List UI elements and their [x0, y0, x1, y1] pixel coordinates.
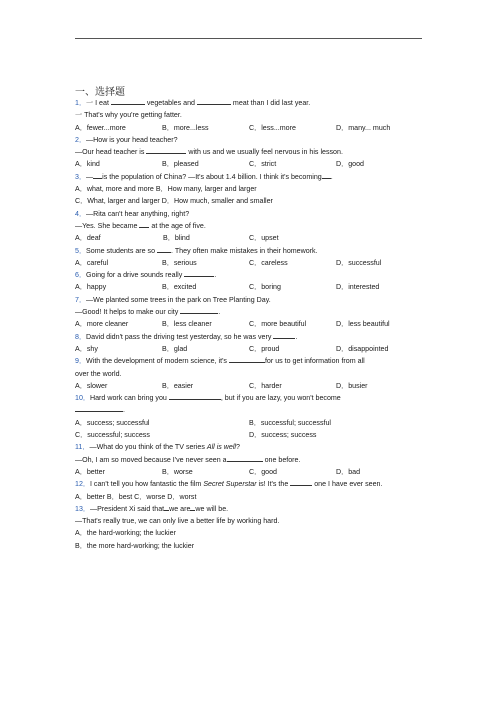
question-number: 10． — [75, 394, 90, 403]
question-13-response: —That's really true, we can only live a better life by working hard. — [75, 517, 280, 526]
answer-blank — [93, 171, 102, 179]
option-b[interactable]: B．blind — [163, 234, 190, 243]
question-9: 9．With the development of modern science, it's for us to get information from all — [75, 357, 365, 366]
question-number: 5． — [75, 246, 87, 255]
option-d[interactable]: D．success; success — [249, 431, 317, 440]
question-number: 9． — [75, 357, 87, 366]
option-a[interactable]: A．kind — [75, 160, 100, 169]
answer-blank — [197, 97, 231, 105]
header-rule — [75, 38, 422, 39]
option-a[interactable]: A．success; successful — [75, 418, 150, 427]
option-b[interactable]: B．worse — [162, 467, 193, 476]
option-d[interactable]: D．busier — [336, 381, 368, 390]
question-10: 10．Hard work can bring you , but if you are lazy, you won't become — [75, 394, 341, 403]
question-4-response: —Yes. She became at the age of five. — [75, 221, 206, 230]
question-8: 8．David didn't pass the driving test yesterday, so he was very . — [75, 332, 298, 341]
answer-blank — [75, 404, 123, 412]
option-b[interactable]: B．serious — [162, 258, 197, 267]
option-d[interactable]: D．successful — [336, 258, 382, 267]
question-2-response: —Our head teacher is with us and we usually feel nervous in his lesson. — [75, 148, 343, 157]
section-title: 一、选择题 — [75, 87, 125, 98]
question-4-options — [75, 232, 435, 244]
tv-series-title: All is well — [206, 443, 237, 452]
question-number: 1． — [75, 99, 87, 107]
question-2: 2．—How is your head teacher? — [75, 135, 178, 144]
answer-blank — [229, 355, 265, 363]
option-d[interactable]: D．interested — [336, 283, 380, 292]
option-d[interactable]: D．many... much — [336, 123, 391, 132]
answer-blank — [184, 269, 214, 277]
answer-blank — [146, 146, 186, 154]
option-c[interactable]: C．harder — [249, 381, 282, 390]
question-number: 11． — [75, 443, 90, 452]
question-13: 13．—President Xi said that we are we will be. — [75, 504, 229, 513]
option-c[interactable]: C．proud — [249, 344, 280, 353]
option-c[interactable]: C．more beautiful — [249, 320, 307, 329]
option-a[interactable]: A．happy — [75, 283, 107, 292]
answer-blank — [169, 392, 221, 400]
option-c[interactable]: C．less...more — [249, 123, 296, 132]
option-b[interactable]: B．successful; successful — [249, 418, 332, 427]
option-a[interactable]: A．deaf — [75, 234, 101, 243]
question-11-options — [75, 466, 435, 478]
question-number: 13． — [75, 504, 90, 513]
option-a[interactable]: A．slower — [75, 381, 108, 390]
option-b[interactable]: B．more...less — [162, 123, 209, 132]
question-1-response: 一 That's why you're getting fatter. — [75, 111, 182, 120]
answer-blank — [273, 331, 295, 339]
question-7: 7．—We planted some trees in the park on Tree Planting Day. — [75, 295, 271, 304]
answer-blank — [290, 478, 312, 486]
option-c[interactable]: C．careless — [249, 258, 288, 267]
question-number: 7． — [75, 295, 87, 304]
option-d[interactable]: D．disappointed — [336, 344, 389, 353]
option-c[interactable]: C．strict — [249, 160, 277, 169]
question-11: 11．—What do you think of the TV series All is well? — [75, 443, 240, 452]
question-3-option-ab[interactable]: A．what, more and more B．How many, larger and larger — [75, 185, 257, 194]
question-2-options — [75, 158, 435, 170]
question-3-option-cd[interactable]: C．What, larger and larger D．How much, smaller and smaller — [75, 197, 273, 206]
option-b[interactable]: B．excited — [162, 283, 197, 292]
option-c[interactable]: C．successful; success — [75, 431, 150, 440]
question-number: 3． — [75, 172, 87, 181]
question-7-response: —Good! It helps to make our city . — [75, 308, 221, 317]
question-5: 5．Some students are so . They often make mistakes in their homework. — [75, 246, 318, 255]
question-9-options — [75, 380, 435, 392]
question-9-continuation: over the world. — [75, 369, 122, 378]
option-b[interactable]: B．pleased — [162, 160, 199, 169]
question-1: 1．一 I eat vegetables and meat than I did last year. — [75, 99, 311, 107]
option-a[interactable]: A．better — [75, 467, 105, 476]
question-12-options[interactable]: A．better B．best C．worse D．worst — [75, 492, 197, 501]
option-c[interactable]: C．good — [249, 467, 277, 476]
option-d[interactable]: D．bad — [336, 467, 361, 476]
option-a[interactable]: A．careful — [75, 258, 109, 267]
answer-blank — [180, 306, 218, 314]
question-8-options — [75, 343, 435, 355]
question-10-continuation: . — [75, 404, 435, 416]
option-a[interactable]: A．fewer...more — [75, 123, 126, 132]
question-10-options-cd — [75, 429, 435, 441]
option-b[interactable]: B．glad — [162, 344, 188, 353]
answer-blank — [322, 171, 331, 179]
option-b[interactable]: B．less cleaner — [162, 320, 212, 329]
question-number: 12． — [75, 480, 90, 489]
question-3: 3．— is the population of China? —It's about 1.4 billion. I think it's becoming . — [75, 172, 333, 181]
option-d[interactable]: D．good — [336, 160, 364, 169]
question-1-options — [75, 122, 435, 134]
question-number: 8． — [75, 332, 87, 341]
question-6: 6．Going for a drive sounds really . — [75, 271, 217, 280]
question-13-option-b[interactable]: B．the more hard-working; the luckier — [75, 541, 195, 550]
question-7-options — [75, 318, 435, 330]
question-11-response: —Oh, I am so moved because I've never seen a one before. — [75, 455, 301, 464]
answer-blank — [227, 454, 263, 462]
option-b[interactable]: B．easier — [162, 381, 194, 390]
option-c[interactable]: C．boring — [249, 283, 281, 292]
answer-blank — [111, 97, 145, 105]
question-4: 4．—Rita can't hear anything, right? — [75, 209, 190, 218]
question-number: 4． — [75, 209, 87, 218]
option-a[interactable]: A．more cleaner — [75, 320, 129, 329]
question-5-options — [75, 257, 435, 269]
question-10-options-ab — [75, 417, 435, 429]
question-13-option-a[interactable]: A．the hard-working; the luckier — [75, 529, 176, 538]
option-c[interactable]: C．upset — [249, 234, 279, 243]
question-6-options — [75, 281, 435, 293]
question-12: 12．I can't tell you how fantastic the film Secret Superstar is! It's the one I have ever seen. — [75, 480, 383, 489]
question-number: 6． — [75, 271, 87, 280]
answer-blank — [139, 220, 149, 228]
film-title: Secret Superstar — [203, 480, 257, 489]
question-list — [75, 97, 435, 552]
option-a[interactable]: A．shy — [75, 344, 98, 353]
question-number: 2． — [75, 135, 87, 144]
answer-blank — [157, 245, 171, 253]
option-d[interactable]: D．less beautiful — [336, 320, 390, 329]
